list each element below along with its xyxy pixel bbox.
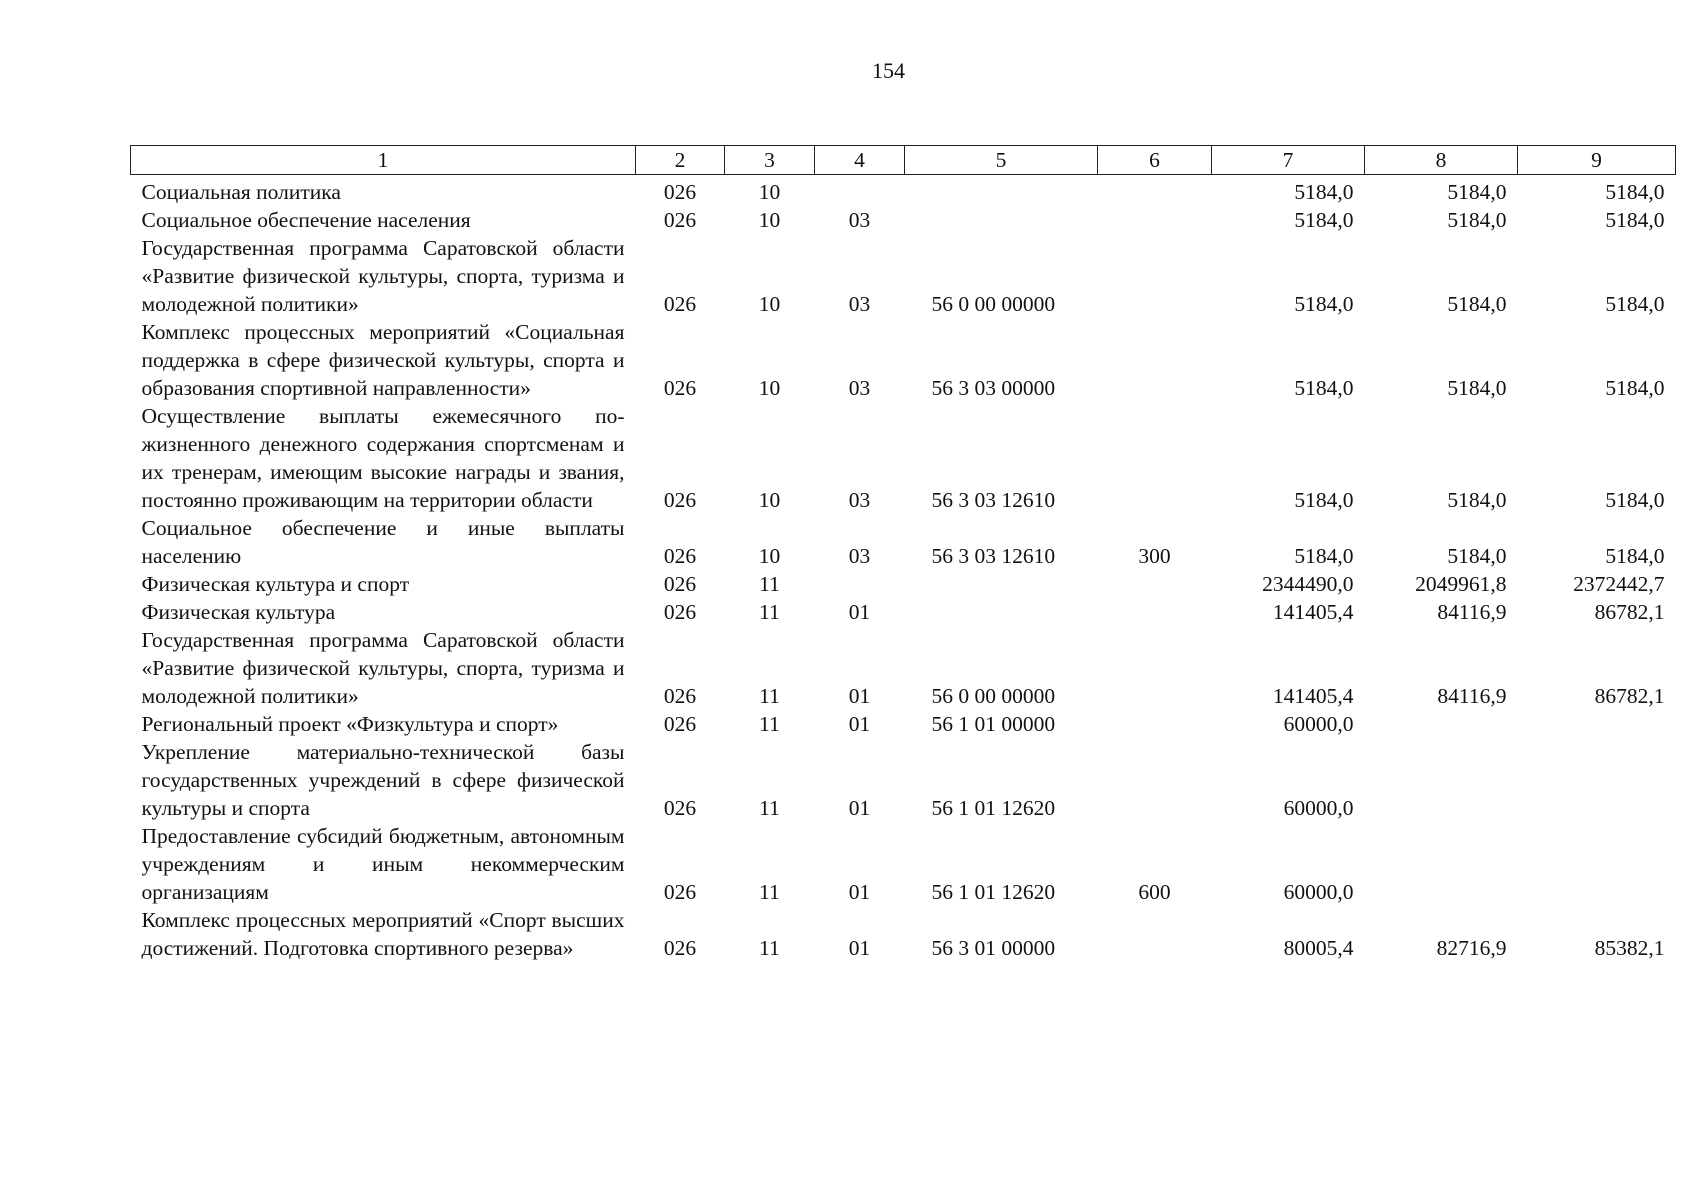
column-header: 2 — [636, 146, 725, 175]
table-row — [131, 598, 1676, 626]
cell-amount-2: 84116,9 — [1437, 684, 1507, 708]
table-row — [131, 570, 1676, 598]
table-row — [131, 206, 1676, 234]
row-name: Осуществление выплаты ежемесячного пожизненного денежного содержания спортсменам и их тренерам, имеющим высокие награды и звания, постоянно проживающим на территории области — [141, 404, 625, 512]
cell-section: 11 — [759, 796, 780, 820]
table-row — [131, 175, 1676, 207]
cell-target-item: 56 3 03 00000 — [931, 376, 1056, 400]
cell-ministry-code: 026 — [663, 544, 697, 568]
cell-target-item: 56 0 00 00000 — [931, 292, 1056, 316]
cell-expense-type — [1098, 738, 1212, 822]
cell-subsection: 03 — [848, 376, 871, 400]
row-name: Физическая культура и спорт — [141, 572, 410, 596]
row-name: Укрепление материально-технической базы государственных учреждений в сфере физической культуры и спорта — [141, 740, 625, 820]
cell-amount-1: 80005,4 — [1283, 936, 1354, 960]
cell-section: 10 — [758, 180, 781, 204]
table-row — [131, 626, 1676, 710]
cell-amount-2 — [1365, 822, 1518, 906]
table-row — [131, 906, 1676, 962]
cell-section: 10 — [758, 376, 781, 400]
cell-expense-type: 600 — [1138, 880, 1171, 904]
cell-amount-3: 5184,0 — [1605, 180, 1665, 204]
budget-table — [130, 145, 1676, 962]
cell-amount-2: 5184,0 — [1447, 180, 1507, 204]
cell-expense-type — [1098, 626, 1212, 710]
cell-ministry-code: 026 — [663, 292, 697, 316]
cell-ministry-code: 026 — [663, 208, 697, 232]
cell-amount-3: 5184,0 — [1605, 376, 1665, 400]
cell-expense-type — [1098, 402, 1212, 514]
table-row — [131, 234, 1676, 318]
cell-amount-1: 5184,0 — [1294, 292, 1354, 316]
cell-amount-2: 84116,9 — [1437, 600, 1507, 624]
cell-amount-3: 5184,0 — [1605, 208, 1665, 232]
table-row — [131, 514, 1676, 570]
table-row — [131, 402, 1676, 514]
cell-amount-1: 141405,4 — [1272, 684, 1354, 708]
cell-section: 10 — [758, 488, 781, 512]
cell-expense-type — [1098, 318, 1212, 402]
cell-section: 11 — [759, 936, 780, 960]
cell-section: 10 — [758, 292, 781, 316]
cell-amount-3: 85382,1 — [1594, 936, 1665, 960]
cell-subsection: 03 — [848, 292, 871, 316]
cell-amount-3: 2372442,7 — [1573, 572, 1665, 596]
cell-target-item: 56 1 01 12620 — [931, 880, 1056, 904]
row-name: Комплекс процессных мероприятий «Спорт высших достижений. Подготовка спортивного резерва» — [141, 908, 625, 960]
cell-amount-1: 60000,0 — [1283, 880, 1354, 904]
cell-amount-2: 5184,0 — [1447, 376, 1507, 400]
cell-amount-3 — [1518, 738, 1676, 822]
cell-amount-3: 5184,0 — [1605, 292, 1665, 316]
column-header: 3 — [725, 146, 815, 175]
column-header: 9 — [1518, 146, 1676, 175]
cell-amount-2: 5184,0 — [1447, 544, 1507, 568]
cell-subsection: 03 — [848, 488, 871, 512]
cell-subsection: 01 — [848, 796, 871, 820]
cell-target-item: 56 3 03 12610 — [931, 488, 1056, 512]
cell-ministry-code: 026 — [663, 684, 697, 708]
cell-ministry-code: 026 — [663, 180, 697, 204]
cell-ministry-code: 026 — [663, 880, 697, 904]
table-row — [131, 318, 1676, 402]
cell-amount-2: 82716,9 — [1436, 936, 1507, 960]
cell-amount-1: 5184,0 — [1294, 488, 1354, 512]
cell-amount-1: 60000,0 — [1283, 712, 1354, 736]
cell-ministry-code: 026 — [663, 488, 697, 512]
cell-amount-1: 5184,0 — [1294, 180, 1354, 204]
cell-target-item: 56 3 03 12610 — [931, 544, 1056, 568]
cell-section: 11 — [759, 880, 780, 904]
cell-subsection: 01 — [848, 684, 871, 708]
cell-amount-3: 5184,0 — [1605, 488, 1665, 512]
row-name: Предоставление субсидий бюджетным, автономным учреждениям и иным некоммерческим организациям — [141, 824, 625, 904]
cell-amount-2: 5184,0 — [1447, 292, 1507, 316]
cell-amount-1: 2344490,0 — [1262, 572, 1354, 596]
cell-amount-2: 5184,0 — [1447, 488, 1507, 512]
cell-amount-1: 5184,0 — [1294, 208, 1354, 232]
cell-ministry-code: 026 — [663, 796, 697, 820]
column-header: 5 — [905, 146, 1098, 175]
cell-ministry-code: 026 — [663, 572, 697, 596]
row-name: Государственная программа Саратовской области «Развитие физической культуры, спорта, туризма и молодежной политики» — [141, 236, 625, 316]
cell-section: 10 — [758, 208, 781, 232]
cell-target-item — [905, 598, 1098, 626]
cell-section: 11 — [759, 684, 780, 708]
column-header: 8 — [1365, 146, 1518, 175]
table-row — [131, 710, 1676, 738]
column-header: 4 — [815, 146, 905, 175]
column-header: 6 — [1098, 146, 1212, 175]
cell-amount-1: 60000,0 — [1283, 796, 1354, 820]
row-name: Социальная политика — [141, 180, 341, 204]
cell-subsection: 03 — [848, 208, 871, 232]
cell-expense-type: 300 — [1138, 544, 1171, 568]
table-row — [131, 738, 1676, 822]
cell-amount-1: 5184,0 — [1294, 544, 1354, 568]
cell-amount-3 — [1518, 710, 1676, 738]
column-header: 1 — [131, 146, 636, 175]
cell-subsection: 01 — [848, 712, 871, 736]
cell-subsection: 01 — [848, 600, 871, 624]
page-number: 154 — [872, 58, 905, 83]
column-header: 7 — [1212, 146, 1365, 175]
cell-target-item: 56 1 01 00000 — [931, 712, 1056, 736]
cell-amount-3: 5184,0 — [1605, 544, 1665, 568]
cell-target-item: 56 3 01 00000 — [931, 936, 1056, 960]
cell-subsection: 03 — [848, 544, 871, 568]
cell-expense-type — [1098, 570, 1212, 598]
cell-amount-2: 2049961,8 — [1415, 572, 1507, 596]
row-name: Физическая культура — [141, 600, 336, 624]
cell-expense-type — [1098, 906, 1212, 962]
row-name: Социальное обеспечение населения — [141, 208, 471, 232]
row-name: Социальное обеспечение и иные выплаты населению — [141, 516, 625, 568]
cell-expense-type — [1098, 710, 1212, 738]
cell-subsection — [815, 175, 905, 207]
cell-target-item — [905, 206, 1098, 234]
cell-amount-2: 5184,0 — [1447, 208, 1507, 232]
cell-expense-type — [1098, 175, 1212, 207]
cell-target-item — [905, 175, 1098, 207]
cell-ministry-code: 026 — [663, 712, 697, 736]
table-row — [131, 822, 1676, 906]
row-name: Региональный проект «Физкультура и спорт» — [141, 712, 559, 736]
cell-subsection — [815, 570, 905, 598]
cell-amount-1: 5184,0 — [1294, 376, 1354, 400]
cell-section: 10 — [758, 544, 781, 568]
row-name: Комплекс процессных мероприятий «Социальная поддержка в сфере физической культуры, спорта и образования спортивной направленности» — [141, 320, 625, 400]
cell-expense-type — [1098, 598, 1212, 626]
cell-section: 11 — [759, 712, 780, 736]
cell-amount-2 — [1365, 710, 1518, 738]
cell-target-item — [905, 570, 1098, 598]
cell-expense-type — [1098, 206, 1212, 234]
cell-amount-2 — [1365, 738, 1518, 822]
cell-amount-1: 141405,4 — [1272, 600, 1354, 624]
cell-ministry-code: 026 — [663, 936, 697, 960]
cell-subsection: 01 — [848, 936, 871, 960]
cell-ministry-code: 026 — [663, 600, 697, 624]
table-header-row — [131, 146, 1676, 175]
cell-expense-type — [1098, 234, 1212, 318]
cell-amount-3: 86782,1 — [1594, 600, 1665, 624]
cell-target-item: 56 0 00 00000 — [931, 684, 1056, 708]
cell-section: 11 — [759, 600, 780, 624]
cell-amount-3: 86782,1 — [1594, 684, 1665, 708]
row-name: Государственная программа Саратовской области «Развитие физической культуры, спорта, туризма и молодежной политики» — [141, 628, 625, 708]
cell-ministry-code: 026 — [663, 376, 697, 400]
cell-section: 11 — [759, 572, 780, 596]
cell-amount-3 — [1518, 822, 1676, 906]
cell-target-item: 56 1 01 12620 — [931, 796, 1056, 820]
cell-subsection: 01 — [848, 880, 871, 904]
